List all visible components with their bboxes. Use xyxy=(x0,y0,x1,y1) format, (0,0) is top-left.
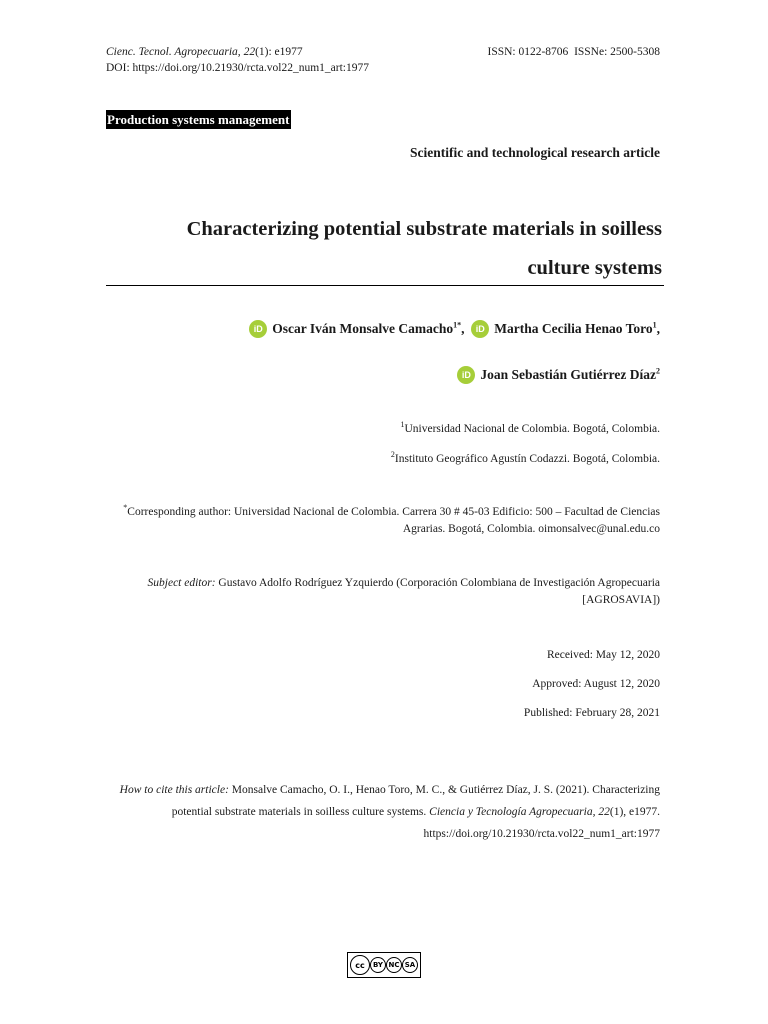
sa-icon: SA xyxy=(402,957,418,973)
orcid-icon[interactable]: iD xyxy=(471,320,489,338)
doi-line[interactable]: DOI: https://doi.org/10.21930/rcta.vol22_num1_art:1977 xyxy=(106,62,369,74)
author-name[interactable]: Martha Cecilia Henao Toro$^1$, xyxy=(494,320,660,336)
cite-authors: Monsalve Camacho, O. I., Henao Toro, M. C., & Gutiérrez Díaz, J. S. (2021). Characterizing potential substrate materials in soilless culture systems. xyxy=(171,784,660,818)
cite-label: How to cite this article: xyxy=(119,784,229,796)
cc-license-badge[interactable] xyxy=(347,952,421,978)
subject-editor xyxy=(100,575,660,609)
issn-block xyxy=(487,44,660,60)
cite-volume: 22 xyxy=(598,806,610,818)
corresponding-author: *Corresponding author: Universidad Nacional de Colombia. Carrera 30 # 45-03 Edificio: 500 – Facultad de Ciencias Agrarias. Bogotá, Colombia. oimonsalvec@unal.edu.co xyxy=(123,503,660,535)
author-affiliation-sup: 1* xyxy=(453,320,462,330)
cc-icon: cc xyxy=(350,955,370,975)
title-divider xyxy=(106,285,664,286)
cite-journal: Ciencia y Tecnología Agropecuaria, xyxy=(429,806,596,818)
author-affiliation-sup: 2 xyxy=(656,366,660,376)
author-name[interactable]: Oscar Iván Monsalve Camacho$^{1*}$, xyxy=(272,320,465,336)
nc-icon: NC xyxy=(386,957,402,973)
article-title xyxy=(106,210,662,288)
journal-header xyxy=(106,44,369,76)
title-line-1: Characterizing potential substrate materials in soilless xyxy=(186,218,662,240)
published-date: Published: February 28, 2021 xyxy=(523,707,660,719)
author-name[interactable]: Joan Sebastián Gutiérrez Díaz$^2$ xyxy=(480,366,660,382)
journal-abbrev: Cienc. Tecnol. Agropecuaria, xyxy=(106,46,241,58)
journal-issue: (1): e1977 xyxy=(255,46,303,58)
how-to-cite xyxy=(100,779,660,845)
subject-editor-label: Subject editor: xyxy=(147,577,216,589)
by-icon: BY xyxy=(370,957,386,973)
author-affiliation-sup: 1 xyxy=(652,320,657,330)
journal-citation-line xyxy=(106,44,369,60)
orcid-icon[interactable]: iD xyxy=(457,366,475,384)
affiliation-2: $^2$Instituto Geográfico Agustín Codazzi. Bogotá, Colombia. xyxy=(390,450,660,465)
title-line-2: culture systems xyxy=(527,257,662,279)
authors-line-2 xyxy=(457,366,660,384)
approved-date: Approved: August 12, 2020 xyxy=(532,678,660,690)
article-type: Scientific and technological research article xyxy=(410,145,660,160)
orcid-icon[interactable]: iD xyxy=(249,320,267,338)
cite-rest[interactable]: (1), e1977. https://doi.org/10.21930/rcta.vol22_num1_art:1977 xyxy=(423,806,660,840)
subject-editor-text: Gustavo Adolfo Rodríguez Yzquierdo (Corporación Colombiana de Investigación Agropecuaria [AGROSAVIA]) xyxy=(218,577,660,606)
issne: ISSNe: 2500-5308 xyxy=(574,46,660,58)
section-tag: Production systems management xyxy=(107,112,290,127)
received-date: Received: May 12, 2020 xyxy=(546,649,660,661)
journal-volume: 22 xyxy=(243,46,256,58)
issn: ISSN: 0122-8706 xyxy=(487,46,569,58)
authors-line-1 xyxy=(249,320,660,338)
affiliation-1: $^1$Universidad Nacional de Colombia. Bogotá, Colombia. xyxy=(400,420,660,435)
